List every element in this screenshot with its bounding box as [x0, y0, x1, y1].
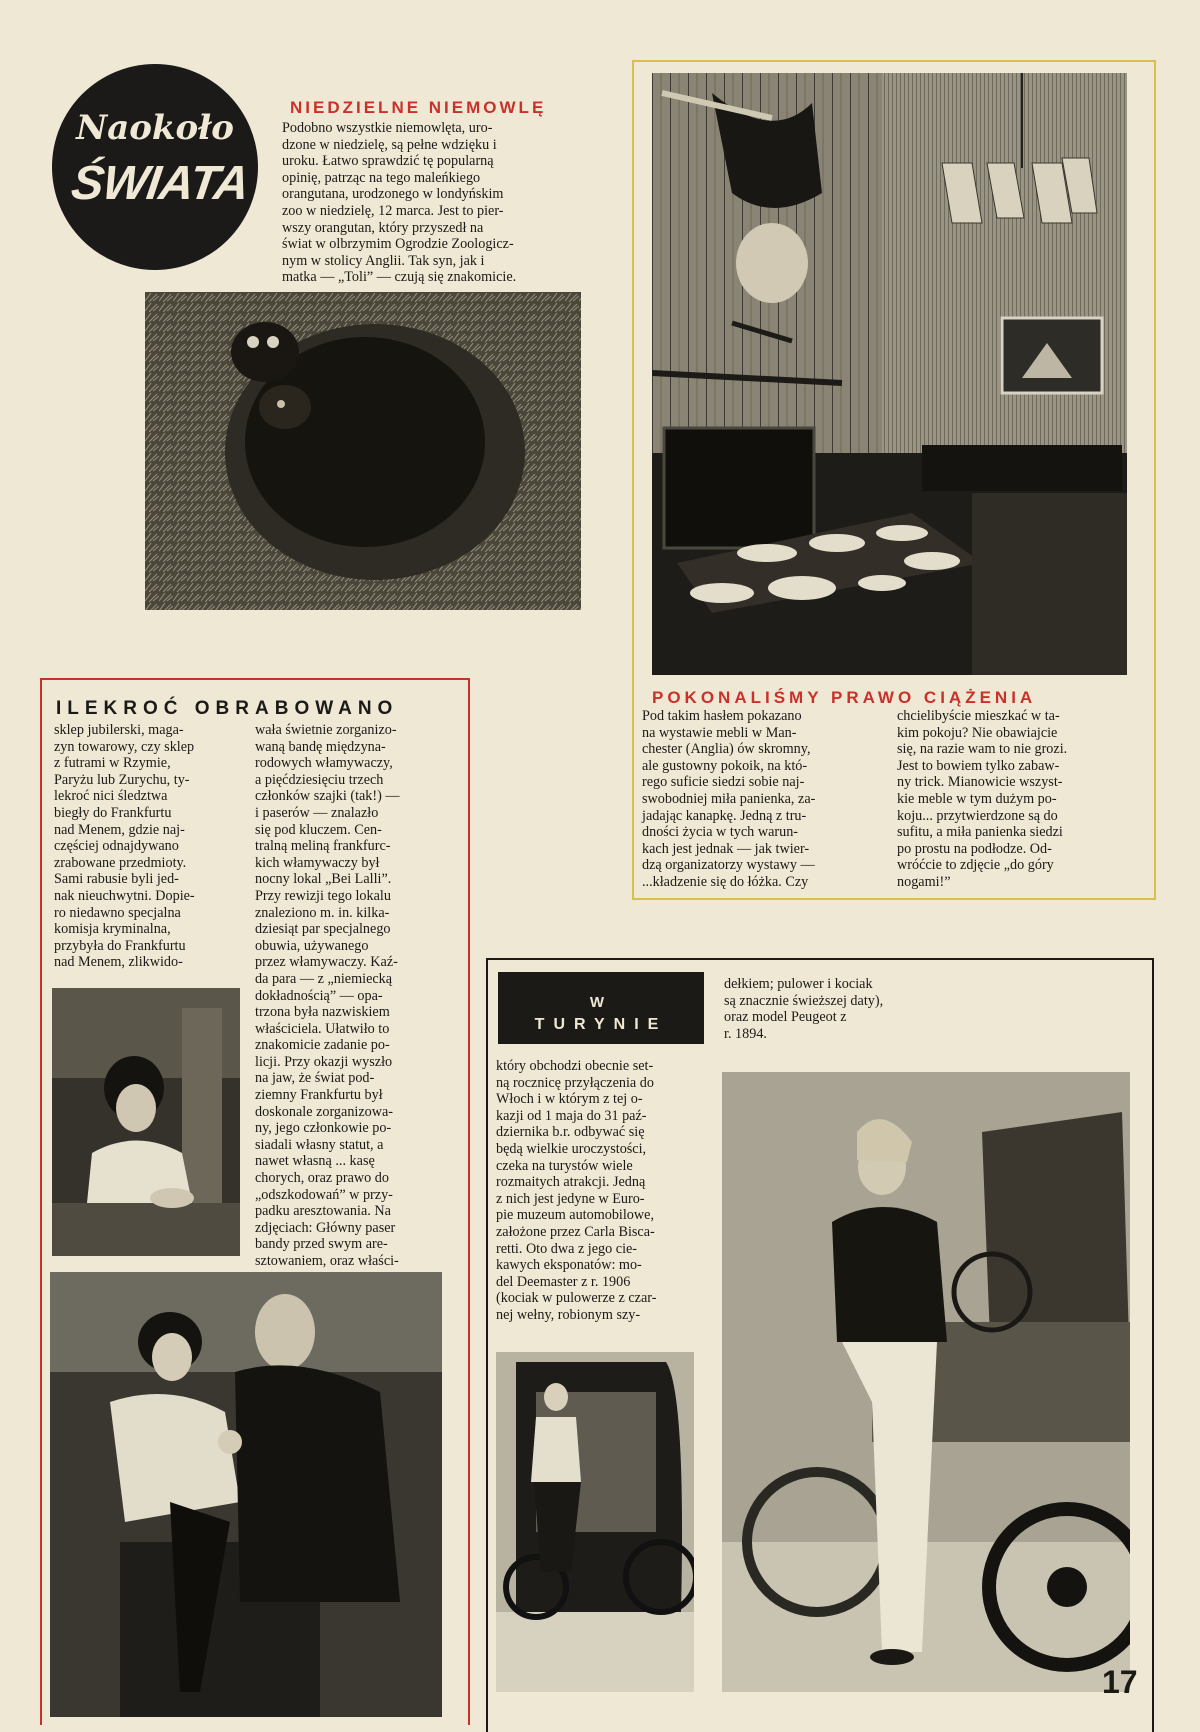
text-line: się, na razie wam to nie grozi. — [897, 741, 1068, 758]
text-line: padku aresztowania. Na — [255, 1203, 391, 1220]
article4-title-box — [498, 972, 704, 1044]
text-line: lekroć nici śledztwa — [54, 788, 168, 805]
article4-body-col2 — [724, 976, 936, 1042]
logo-script-text: Naokoło — [76, 108, 234, 148]
text-line: Podobno wszystkie niemowlęta, uro- — [282, 120, 493, 136]
text-line: są znacznie świeższej daty), — [724, 992, 884, 1009]
text-line: dzone w niedzielę, są pełne wdzięku i — [282, 136, 497, 153]
article2-body-col2 — [255, 722, 445, 1303]
text-line: nym w stolicy Anglii. Tak syn, jak i — [282, 252, 485, 269]
text-line: (kociak w pulowerze z czar- — [496, 1290, 657, 1307]
text-line: zdjęciach: Główny paser — [255, 1219, 396, 1236]
text-line: Włoch i w którym z tej o- — [496, 1091, 643, 1108]
text-line: zyn towarowy, czy sklep — [54, 738, 195, 755]
text-line: ro niedawno specjalna — [54, 904, 181, 921]
article2-body-col1 — [54, 722, 240, 971]
text-line: trzona była nazwiskiem — [255, 1004, 390, 1021]
article1-body — [282, 120, 582, 286]
text-line: Sami rabusie byli jed- — [54, 871, 179, 888]
page-number: 17 — [1102, 1664, 1138, 1700]
text-line: przybyła do Frankfurtu — [54, 937, 186, 954]
article3-body-col1 — [642, 708, 880, 891]
section-logo — [52, 64, 258, 270]
text-line: ...kładzenie się do łóżka. Czy — [642, 873, 809, 890]
text-line: wała świetnie zorganizo- — [255, 722, 397, 738]
text-line: tralną meliną frankfurc- — [255, 838, 391, 855]
text-line: na jaw, że świat pod- — [255, 1070, 375, 1087]
article4-title-line1: W — [589, 994, 613, 1011]
text-line: ny trick. Mianowicie wszyst- — [897, 774, 1063, 791]
text-line: nawet własną ... kasę — [255, 1153, 375, 1170]
text-line: Paryżu lub Zurychu, ty- — [54, 771, 190, 788]
deemaster-car-photo — [722, 1072, 1130, 1692]
text-line: nak nieuchwytni. Dopie- — [54, 887, 195, 904]
text-line: nad Menem, gdzie naj- — [54, 821, 185, 838]
text-line: licji. Przy okazji wyszło — [255, 1053, 393, 1070]
text-line: Przy rewizji tego lokalu — [255, 887, 391, 904]
paser-couple-photo — [50, 1272, 442, 1717]
text-line: del Deemaster z r. 1906 — [496, 1273, 631, 1290]
text-line: znaleziono m. in. kilka- — [255, 904, 390, 921]
text-line: da para — z „niemiecką — [255, 970, 393, 987]
text-line: nad Menem, zlikwido- — [54, 954, 183, 971]
text-line: kim pokoju? Nie obawiajcie — [897, 724, 1058, 741]
text-line: a pięćdziesięciu trzech — [255, 771, 384, 788]
text-line: sufitu, a miła panienka siedzi — [897, 824, 1063, 841]
text-line: po prostu na podłodze. Od- — [897, 840, 1052, 857]
text-line: bandy przed swym are- — [255, 1236, 388, 1253]
text-line: częściej odnajdywano — [54, 838, 179, 855]
text-line: zrabowane przedmioty. — [54, 854, 187, 871]
text-line: koju... przytwierdzone są do — [897, 807, 1058, 824]
text-line: komisja kryminalna, — [54, 921, 171, 938]
text-line: zoo w niedzielę, 12 marca. Jest to pier- — [282, 202, 504, 219]
text-line: i paserów — znalazło — [255, 804, 379, 821]
text-line: rodowych włamywaczy, — [255, 755, 393, 772]
text-line: nogami!” — [897, 873, 951, 890]
text-line: oraz model Peugeot z — [724, 1009, 847, 1026]
text-line: ny, jego członkowie po- — [255, 1120, 392, 1137]
article4-body-col1 — [496, 1058, 700, 1324]
text-line: znakomicie zadanie po- — [255, 1037, 390, 1054]
text-line: kazji od 1 maja do 31 paź- — [496, 1107, 647, 1124]
text-line: założone przez Carla Bisca- — [496, 1223, 655, 1240]
text-line: rego suficie siedzi sobie naj- — [642, 774, 805, 791]
text-line: wszy orangutan, który przyszedł na — [282, 219, 484, 236]
text-line: siadali własny statut, a — [255, 1136, 384, 1153]
text-line: chorych, oraz prawo do — [255, 1170, 389, 1187]
text-line: wróćcie to zdjęcie „do góry — [897, 857, 1054, 874]
text-line: biegły do Frankfurtu — [54, 804, 172, 821]
text-line: nocny lokal „Bei Lalli”. — [255, 871, 392, 888]
text-line: chester (Anglia) ów skromny, — [642, 741, 811, 758]
text-line: matka — „Toli” — czują się znakomicie. — [282, 269, 517, 286]
text-line: dzą organizatorzy wystawy — — [642, 857, 815, 874]
text-line: z futrami w Rzymie, — [54, 755, 171, 772]
peugeot-car-photo — [496, 1352, 694, 1692]
article1-title: NIEDZIELNE NIEMOWLĘ — [290, 98, 547, 117]
text-line: z nich jest jedyne w Euro- — [496, 1190, 645, 1207]
text-line: obuwia, używanego — [255, 937, 369, 954]
orangutan-photo — [145, 292, 581, 610]
text-line: właściciela. Ułatwiło to — [255, 1020, 390, 1037]
text-line: który obchodzi obecnie set- — [496, 1058, 654, 1074]
text-line: dziernika b.r. odbywać się — [496, 1124, 645, 1141]
text-line: rozmaitych atrakcji. Jedną — [496, 1174, 646, 1191]
article3-title: POKONALIŚMY PRAWO CIĄŻENIA — [652, 688, 1037, 707]
text-line: dności życia w tych warun- — [642, 824, 799, 841]
text-line: kawych eksponatów: mo- — [496, 1257, 642, 1274]
text-line: swobodniej miła panienka, za- — [642, 790, 816, 807]
text-line: czeka na turystów wiele — [496, 1157, 633, 1174]
text-line: dziesiąt par specjalnego — [255, 921, 391, 938]
logo-main-text: ŚWIATA — [68, 157, 252, 210]
text-line: dełkiem; pulower i kociak — [724, 976, 873, 992]
text-line: r. 1894. — [724, 1025, 767, 1042]
article2-title: ILEKROĆ OBRABOWANO — [56, 698, 399, 719]
text-line: dokładnością” — opa- — [255, 987, 383, 1004]
text-line: orangutana, urodzonego w londyńskim — [282, 186, 504, 203]
frau-gettlicher-photo — [52, 988, 240, 1256]
text-line: retti. Oto dwa z jego cie- — [496, 1240, 638, 1257]
text-line: na wystawie mebli w Man- — [642, 724, 797, 741]
text-line: nej wełny, robionym szy- — [496, 1306, 641, 1323]
text-line: jadając kanapkę. Jedną z tru- — [642, 807, 807, 824]
upside-down-room-photo — [652, 73, 1127, 675]
text-line: będą wielkie uroczystości, — [496, 1140, 647, 1157]
text-line: Jest to bowiem tylko zabaw- — [897, 757, 1060, 774]
text-line: kie meble w tym dużym po- — [897, 790, 1057, 807]
text-line: świat w olbrzymim Ogrodzie Zoologicz- — [282, 236, 514, 253]
text-line: ale gustowny pokoik, na któ- — [642, 757, 808, 774]
text-line: ziemny Frankfurtu był — [255, 1087, 383, 1104]
text-line: członków szajki (tak!) — — [255, 788, 400, 805]
text-line: Pod takim hasłem pokazano — [642, 708, 802, 724]
text-line: przez włamywaczy. Kaź- — [255, 954, 398, 971]
text-line: uroku. Łatwo sprawdzić tę popularną — [282, 153, 494, 170]
text-line: pie muzeum automobilowe, — [496, 1207, 654, 1224]
text-line: kich włamywaczy był — [255, 854, 380, 871]
article3-body-col2 — [897, 708, 1127, 891]
article4-title-line2: TURYNIE — [534, 1016, 668, 1033]
text-line: „odszkodowań” w przy- — [255, 1186, 393, 1203]
text-line: sklep jubilerski, maga- — [54, 722, 184, 738]
text-line: opinię, patrząc na tego maleńkiego — [282, 169, 481, 186]
text-line: się pod kluczem. Cen- — [255, 821, 382, 838]
text-line: waną bandę międzyna- — [255, 738, 386, 755]
text-line: kach jest jednak — jak twier- — [642, 840, 810, 857]
text-line: ną rocznicę przyłączenia do — [496, 1074, 654, 1091]
text-line: doskonale zorganizowa- — [255, 1103, 394, 1120]
text-line: sztowaniem, oraz właści- — [255, 1253, 399, 1269]
text-line: chcielibyście mieszkać w ta- — [897, 708, 1060, 724]
